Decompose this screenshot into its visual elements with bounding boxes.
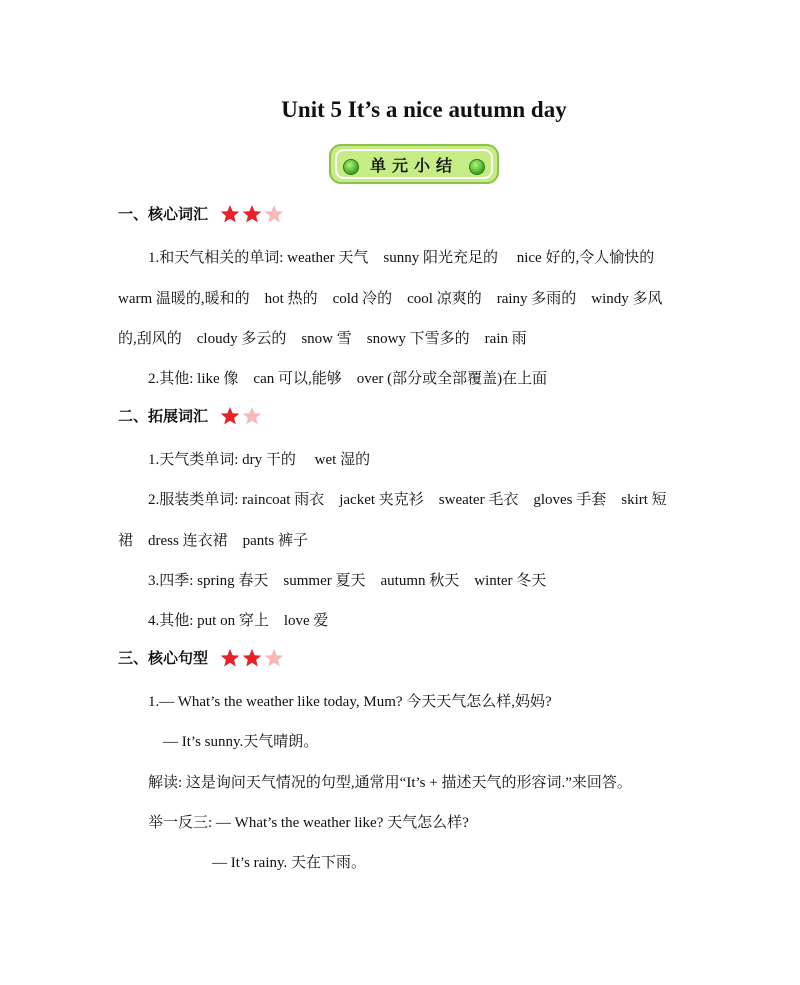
page-title: Unit 5 It’s a nice autumn day: [281, 97, 567, 122]
star-full-icon: [242, 648, 262, 668]
star-full-icon: [220, 204, 240, 224]
star-full-icon: [220, 648, 240, 668]
text-line: 3.四季: spring 春天 summer 夏天 autumn 秋天 winter 冬天: [148, 573, 547, 589]
star-full-icon: [242, 204, 262, 224]
section-heading-core-vocabulary: [118, 203, 286, 224]
text-line: 4.其他: put on 穿上 love 爱: [148, 613, 329, 629]
text-line: 2.服装类单词: raincoat 雨衣 jacket 夹克衫 sweater 毛衣 gloves 手套 skirt 短: [148, 492, 667, 508]
star-rating: [220, 204, 286, 224]
text-line: 1.和天气相关的单词: weather 天气 sunny 阳光充足的 nice 好的,令人愉快的: [148, 250, 655, 266]
text-line: 的,刮风的 cloudy 多云的 snow 雪 snowy 下雪多的 rain 雨: [118, 331, 527, 347]
star-faded-icon: [264, 648, 284, 668]
text-line: 2.其他: like 像 can 可以,能够 over (部分或全部覆盖)在上面: [148, 371, 548, 387]
star-faded-icon: [264, 204, 284, 224]
section-heading-extended-vocabulary: [118, 405, 264, 426]
badge-frame: [335, 149, 493, 179]
text-line: — It’s sunny.天气晴朗。: [163, 734, 319, 750]
star-rating: [220, 406, 264, 426]
text-line: 举一反三: — What’s the weather like? 天气怎么样?: [148, 815, 469, 831]
text-line: 裙 dress 连衣裙 pants 裤子: [118, 533, 308, 549]
section-heading-core-sentences: [118, 647, 286, 668]
text-line: 解读: 这是询问天气情况的句型,通常用“It’s + 描述天气的形容词.”来回答。: [148, 775, 632, 791]
heading-text: 三、核心句型: [118, 649, 209, 667]
star-faded-icon: [242, 406, 262, 426]
text-line: 1.天气类单词: dry 干的 wet 湿的: [148, 452, 371, 468]
text-line: — It’s rainy. 天在下雨。: [212, 855, 367, 871]
star-full-icon: [220, 406, 240, 426]
badge-label: 单元小结: [369, 155, 458, 175]
section-badge: [329, 144, 499, 184]
heading-text: 一、核心词汇: [118, 205, 209, 223]
star-rating: [220, 648, 286, 668]
text-line: 1.— What’s the weather like today, Mum? 今天天气怎么样,妈妈?: [148, 694, 552, 710]
text-line: warm 温暖的,暖和的 hot 热的 cold 冷的 cool 凉爽的 rainy 多雨的 windy 多风: [118, 291, 663, 307]
green-dot-icon: [343, 159, 359, 175]
heading-text: 二、拓展词汇: [118, 407, 209, 425]
green-dot-icon: [469, 159, 485, 175]
